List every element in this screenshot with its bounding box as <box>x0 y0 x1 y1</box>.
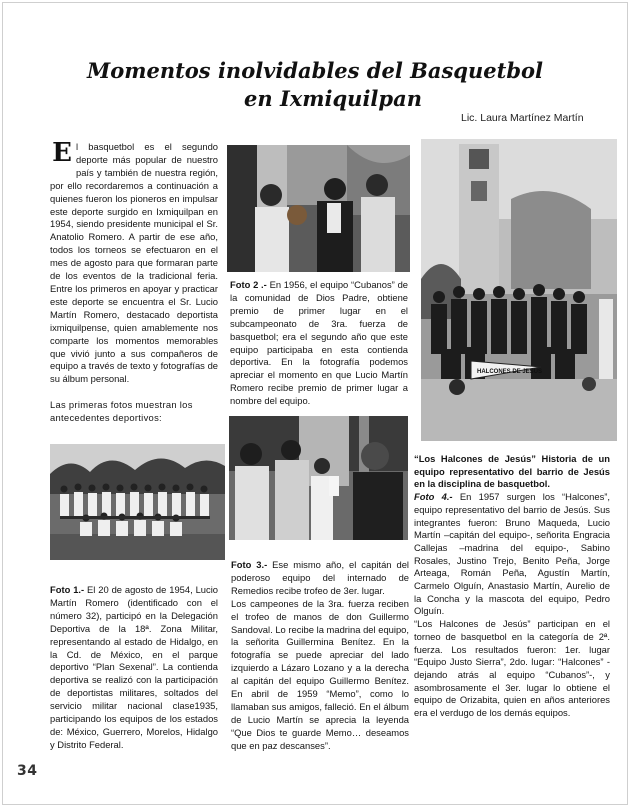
caption-foto-4-heading: “Los Halcones de Jesús” Historia de un equipo representativo del barrio de Jesús en la disciplina de basquetbol. <box>414 453 610 490</box>
caption-foto-3-text1: Ese mismo año, el capitán del poderoso equipo del internado de Remedios recibe trofeo de 3er. lugar. <box>231 559 409 596</box>
caption-foto-4 <box>414 453 610 753</box>
caption-foto-1-text: El 20 de agosto de 1954, Lucio Martín Romero (identificado con el número 32), participó en la Delegación Deportiva de la 18ª. Zona Militar, representando al estado de Hidalgo, en la Cd. de México, en el parque deportivo “Plan Sexenal”. La contienda deportiva se realizó con la participación de deportistas militares, soltados del servicio militar nacional clase1935, participando los equipos de los estados de: México, Guerrero, Morelos, Hidalgo y Distrito Federal. <box>50 584 218 750</box>
photo-4-halcones-team <box>421 139 617 441</box>
article-title-line1: Momentos inolvidables del Basquetbol <box>87 58 543 83</box>
intro-lead: Las primeras fotos muestran los antecedentes deportivos: <box>50 399 193 424</box>
caption-foto-4-text1: En 1957 surgen los “Halcones”, equipo representativo del barrio de Jesús. Sus integrantes fueron: Bruno Maqueda, Lucio Martín –capitán del equipo-, señorita Engracia Callejas –madrina del equipo-, Sabino Rosales, Justino Trejo, Benito Peña, Jorge Arteaga, Román Peña, Agustín Martín, Carmelo Olguín, Anastasio Martín, Aurelio de la Concha y la mascota del equipo, Pedro Olguín. <box>414 491 610 617</box>
caption-foto-4-label: Foto 4.- <box>414 491 453 503</box>
photo-1-military-team <box>50 444 225 560</box>
page-number: 34 <box>17 763 38 779</box>
dropcap-letter: E <box>52 141 72 168</box>
caption-foto-2 <box>230 279 408 419</box>
caption-foto-2-text: En 1956, el equipo “Cubanos” de la comunidad de Dios Padre, obtiene premio de primer lugar en el subcampeonato de 3ra. fuerza de basquetbol; era el segundo año que este equipo participaba en esta contienda deportiva. En la fotografía podemos apreciar el momento en que Lucio Martín Romero recibe premio de primer lugar a nombre del equipo. <box>230 279 408 407</box>
caption-foto-3 <box>231 559 409 755</box>
intro-column <box>50 141 218 431</box>
caption-foto-3-text2: Los campeones de la 3ra. fuerza reciben el trofeo de manos de don Guillermo Sandoval. Lo recibe la madrina del equipo, la señorita Guillermina Benítez. En la fotografía se puede apreciar del lado izquierdo a Lázaro Lozano y a la derecha al capitán del equipo Guillermo Benítez. En abril de 1959 “Memo”, como lo llamaban sus amigos, falleció. En el álbum de Lucio Martín se aprecia la leyenda “Que Dios te guarde Memo… deseamos que en paz descanses”. <box>231 597 409 751</box>
caption-foto-4-text2: “Los Halcones de Jesús” participan en el torneo de basquetbol en la categoría de 2ª. fuerza. Los resultados fueron: 1er. lugar “Equipo Justo Sierra”, 2do. lugar: “Halcones” -dejando atrás al equipo “Cubanos”-, y asombrosamente el 3er. lugar lo obtiene el equipo de Orizabita, quien en años anteriores era el verdugo de los demás equipos. <box>414 618 610 719</box>
intro-paragraph: l basquetbol es el segundo deporte más popular de nuestro país y también de nuestra región, por ello recordaremos a continuación a quienes fueron los pioneros en impulsar este deporte surgido en Ixmiquilpan en 1954, siendo presidente municipal el Sr. Anatolio Romero. A partir de ese año, todos los torneos se efectuaron en el mes de agosto para que formaran parte de los eventos de la tradicional feria. Entre los primeros en apoyar y practicar este deporte se encuentra el Sr. Lucio Martín Romero, destacado deportista ixmiquilpense, quien amablemente nos comparte los momentos memorables que vivió junto a sus compañeros de equipo a través de texto y fotografías de su álbum personal. <box>50 141 218 385</box>
author-byline: Lic. Laura Martínez Martín <box>461 112 584 124</box>
caption-foto-1-label: Foto 1.- <box>50 584 85 595</box>
caption-foto-1 <box>50 584 218 754</box>
pennant-label: HALCONES DE JESUS <box>477 369 543 375</box>
caption-foto-2-label: Foto 2 .- <box>230 279 267 290</box>
photo-2-cubanos-award <box>227 145 410 272</box>
caption-foto-3-label: Foto 3.- <box>231 559 268 570</box>
photo-3-trophy-ceremony <box>229 416 408 540</box>
article-title-line2: en Ixmiquilpan <box>244 86 422 111</box>
